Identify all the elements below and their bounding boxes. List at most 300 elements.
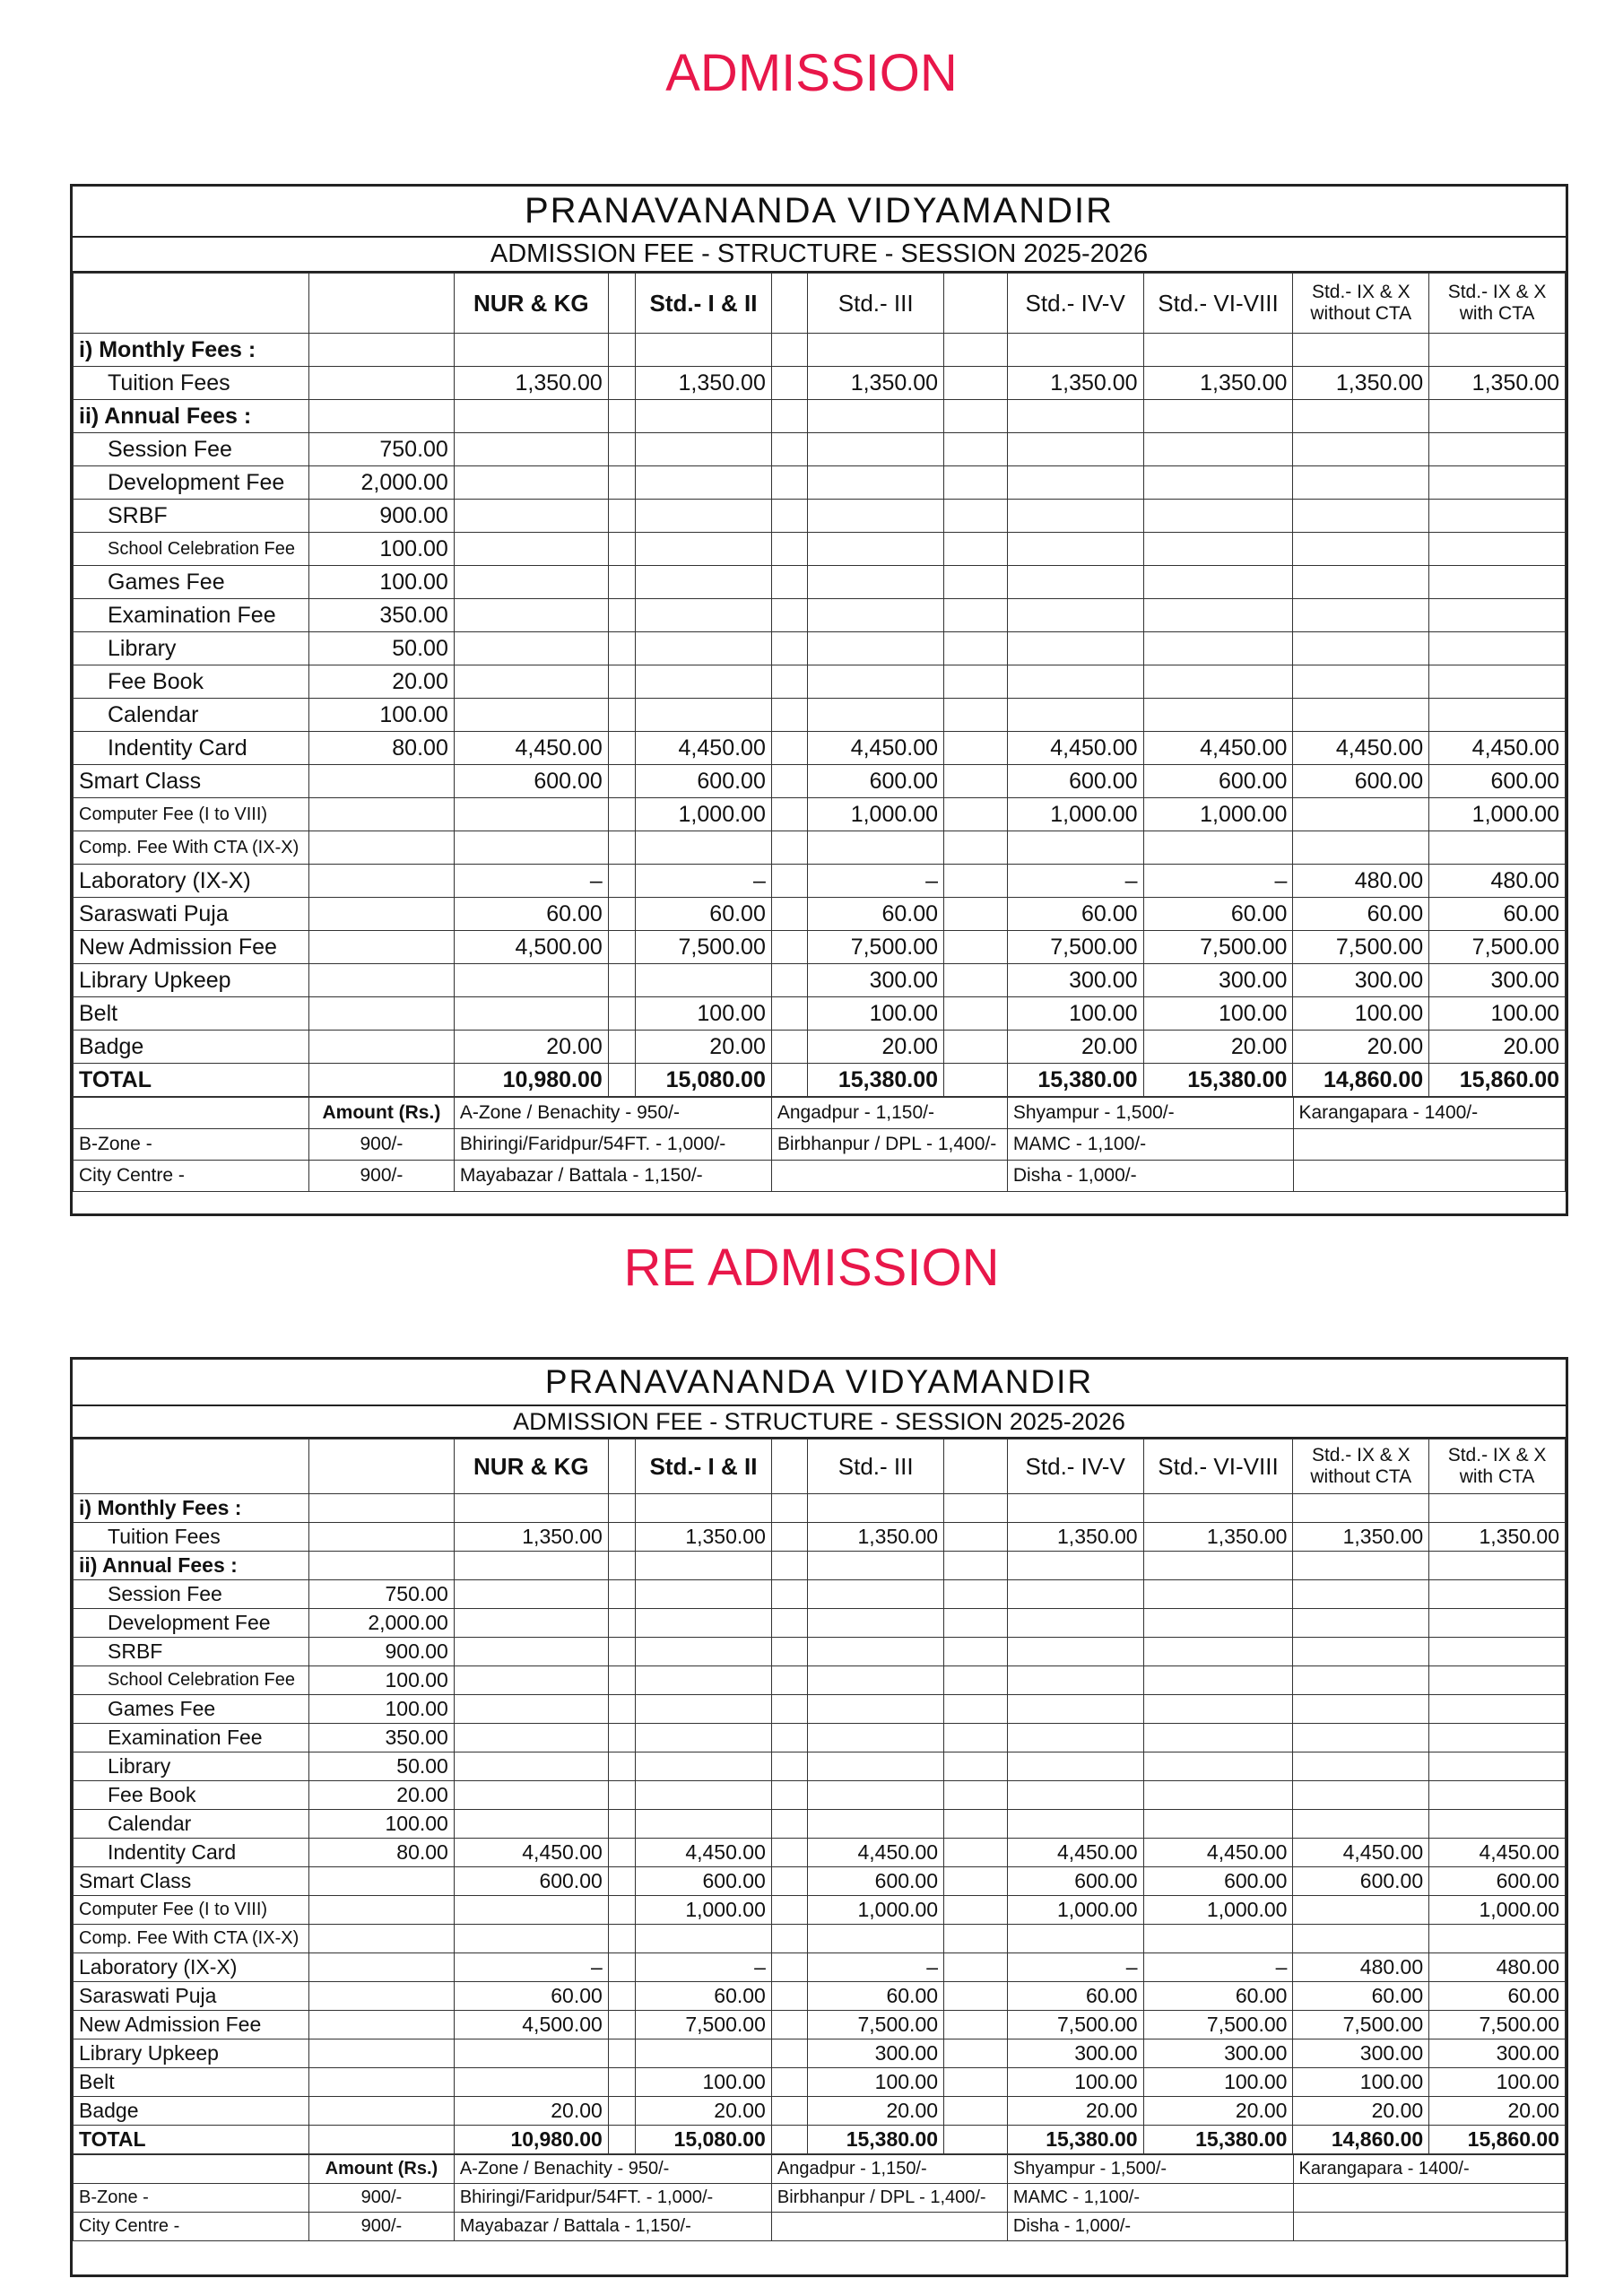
fee-label: Laboratory (IX-X) [74,1953,309,1982]
fee-label: Computer Fee (I to VIII) [74,798,309,831]
fee-row-total [74,1064,1566,1097]
fee-cell [944,466,1008,500]
fee-value: 20.00 [1429,1031,1566,1064]
fee-cell [309,1552,455,1580]
fee-cell [454,433,608,466]
fee-cell [1007,632,1143,665]
fee-label: Badge [74,2097,309,2126]
fee-value: 1,350.00 [636,367,772,400]
fee-cell [1429,699,1566,732]
fee-cell [608,1867,635,1896]
fee-cell [636,1494,772,1523]
fee-value: 20.00 [1143,2097,1293,2126]
fee-value: – [454,865,608,898]
fee-value: 60.00 [1293,898,1429,931]
fee-label: Examination Fee [74,1724,309,1752]
fee-value: 1,350.00 [1293,1523,1429,1552]
fee-cell [608,2097,635,2126]
fee-cell [771,1839,807,1867]
fee-cell [454,599,608,632]
fee-value: 4,450.00 [1007,1839,1143,1867]
fee-cell [608,898,635,931]
fee-cell [1007,1781,1143,1810]
fee-cell [771,1523,807,1552]
fee-cell [608,2011,635,2039]
zone-cell: Karangapara - 1400/- [1293,1098,1566,1129]
fee-value: 60.00 [1007,898,1143,931]
transport-row [74,2155,1566,2184]
fee-row-monthly [74,334,1566,367]
fee-cell [944,1925,1008,1953]
fee-cell [1293,466,1429,500]
fee-label: Indentity Card [74,1839,309,1867]
fee-value: 15,380.00 [1007,2126,1143,2154]
fee-value: 60.00 [454,1982,608,2011]
fee-value: 600.00 [636,765,772,798]
fee-cell [608,500,635,533]
fee-cell [1143,1695,1293,1724]
fee-cell [1007,1580,1143,1609]
fee-cell [608,931,635,964]
fee-value: – [808,865,944,898]
fee-cell [1143,1781,1293,1810]
fee-cell [1429,334,1566,367]
fee-row-upkeep [74,964,1566,997]
fee-cell [944,1724,1008,1752]
fee-cell [309,865,455,898]
fee-cell [309,964,455,997]
fee-value: 7,500.00 [1143,931,1293,964]
fee-cell [1007,1638,1143,1666]
fee-amount: 20.00 [309,665,455,699]
fee-cell [1293,500,1429,533]
fee-cell [454,1695,608,1724]
fee-cell [309,765,455,798]
fee-value: 7,500.00 [808,2011,944,2039]
fee-value: 1,350.00 [1007,1523,1143,1552]
amount-label: Amount (Rs.) [309,1098,455,1129]
transport-row [74,2184,1566,2213]
fee-value: 20.00 [636,2097,772,2126]
fee-value [1143,1925,1293,1953]
fee-value: 4,450.00 [808,1839,944,1867]
fee-amount: 80.00 [309,1839,455,1867]
fee-cell [608,334,635,367]
zone-cell [771,2213,1007,2241]
fee-row-annual [74,400,1566,433]
fee-cell [808,1695,944,1724]
fee-value: 20.00 [636,1031,772,1064]
fee-cell [1143,1638,1293,1666]
fee-cell [636,1781,772,1810]
fee-cell [309,334,455,367]
city-centre-label: City Centre - [74,2213,309,2241]
fee-row-library [74,1752,1566,1781]
fee-value: 100.00 [808,2068,944,2097]
col-std-4-5: Std.- IV-V [1007,1439,1143,1494]
fee-label: Tuition Fees [74,1523,309,1552]
fee-cell [1293,566,1429,599]
zone-cell [1293,1161,1566,1192]
fee-row-belt [74,997,1566,1031]
fee-cell [309,931,455,964]
fee-value: 1,350.00 [1429,367,1566,400]
fee-cell [608,1523,635,1552]
fee-cell [309,1925,455,1953]
fee-cell [808,500,944,533]
fee-value: – [1007,1953,1143,1982]
fee-value: 100.00 [1293,997,1429,1031]
fee-cell [1429,1494,1566,1523]
fee-label: Indentity Card [74,732,309,765]
fee-label: Session Fee [74,1580,309,1609]
fee-cell [454,1552,608,1580]
fee-cell [944,1896,1008,1925]
fee-cell [1293,433,1429,466]
fee-label: Computer Fee (I to VIII) [74,1896,309,1925]
fee-value: 1,000.00 [1429,798,1566,831]
fee-cell [771,1031,807,1064]
admission-fee-sheet [70,184,1568,1216]
fee-value: 60.00 [454,898,608,931]
fee-label: Fee Book [74,665,309,699]
fee-cell [944,1523,1008,1552]
fee-cell [1007,1810,1143,1839]
fee-cell [1007,1609,1143,1638]
fee-cell [1429,1781,1566,1810]
transport-row [74,1161,1566,1192]
fee-cell [1007,665,1143,699]
fee-cell [454,1724,608,1752]
transport-row [74,2213,1566,2241]
fee-cell [608,831,635,865]
fee-cell [1429,599,1566,632]
fee-value: 1,350.00 [454,1523,608,1552]
zone-cell: Mayabazar / Battala - 1,150/- [454,1161,771,1192]
fee-value [454,831,608,865]
fee-cell [944,699,1008,732]
fee-cell [771,1064,807,1097]
fee-value [454,798,608,831]
fee-cell [1143,699,1293,732]
fee-cell [636,665,772,699]
fee-cell [944,566,1008,599]
fee-cell [636,1724,772,1752]
fee-table [73,1439,1566,2154]
fee-row-newadm [74,2011,1566,2039]
fee-cell [944,500,1008,533]
fee-row-session [74,433,1566,466]
fee-cell [1293,1781,1429,1810]
fee-cell [309,831,455,865]
fee-cell [608,1638,635,1666]
fee-label: Fee Book [74,1781,309,1810]
fee-cell [1293,1724,1429,1752]
fee-cell [608,1925,635,1953]
fee-value: 4,450.00 [636,1839,772,1867]
fee-label: Session Fee [74,433,309,466]
fee-cell [1143,466,1293,500]
fee-row-annual [74,1552,1566,1580]
fee-cell [1007,599,1143,632]
fee-row-session [74,1580,1566,1609]
fee-cell [608,1781,635,1810]
fee-label: New Admission Fee [74,931,309,964]
fee-label: Badge [74,1031,309,1064]
fee-cell [636,400,772,433]
fee-label: Tuition Fees [74,367,309,400]
fee-cell [1293,533,1429,566]
fee-cell [309,898,455,931]
fee-value: 15,860.00 [1429,2126,1566,2154]
fee-row-belt [74,2068,1566,2097]
fee-cell [454,1781,608,1810]
fee-cell [808,1552,944,1580]
fee-value: 300.00 [1293,964,1429,997]
fee-cell [771,1494,807,1523]
fee-value [454,997,608,1031]
fee-cell [309,1494,455,1523]
fee-cell [608,566,635,599]
fee-cell [944,964,1008,997]
zone-cell: A-Zone / Benachity - 950/- [454,1098,771,1129]
fee-cell [608,1810,635,1839]
fee-value: 20.00 [454,1031,608,1064]
fee-row-srbf [74,1638,1566,1666]
fee-value: 60.00 [636,1982,772,2011]
fee-row-puja [74,898,1566,931]
fee-cell [309,997,455,1031]
fee-cell [808,599,944,632]
fee-cell [808,400,944,433]
fee-cell [944,1638,1008,1666]
blank-cell [74,1098,309,1129]
fee-cell [944,931,1008,964]
fee-label: TOTAL [74,1064,309,1097]
fee-value: 1,000.00 [1429,1896,1566,1925]
fee-value: 100.00 [1007,997,1143,1031]
fee-row-puja [74,1982,1566,2011]
fee-cell [608,599,635,632]
col-std-9-10-with-cta: Std.- IX & X with CTA [1429,274,1566,334]
fee-value: – [636,1953,772,1982]
fee-row-upkeep [74,2039,1566,2068]
fee-value: 300.00 [808,2039,944,2068]
zone-cell: Disha - 1,000/- [1007,2213,1293,2241]
fee-cell [636,433,772,466]
fee-value: 7,500.00 [636,2011,772,2039]
fee-cell [1143,400,1293,433]
fee-cell [771,400,807,433]
fee-cell [608,533,635,566]
column-header-row [74,1439,1566,1494]
fee-cell [309,1896,455,1925]
fee-row-exam [74,1724,1566,1752]
fee-label: Laboratory (IX-X) [74,865,309,898]
fee-value: 300.00 [1293,2039,1429,2068]
fee-cell [808,632,944,665]
fee-cell [1007,1494,1143,1523]
fee-row-smart [74,1867,1566,1896]
fee-cell [771,533,807,566]
fee-cell [771,2068,807,2097]
fee-value: 1,000.00 [1143,798,1293,831]
fee-label: School Celebration Fee [74,533,309,566]
transport-table [73,2154,1566,2241]
fee-cell [808,466,944,500]
fee-row-computer [74,1896,1566,1925]
col-std-1-2: Std.- I & II [636,274,772,334]
fee-cell [944,665,1008,699]
fee-value: 100.00 [808,997,944,1031]
fee-cell [309,2126,455,2154]
fee-cell [771,732,807,765]
col-std-9-10-with-cta: Std.- IX & X with CTA [1429,1439,1566,1494]
fee-value: 100.00 [1429,2068,1566,2097]
fee-cell [944,1982,1008,2011]
fee-cell [944,1031,1008,1064]
fee-cell [1293,1752,1429,1781]
fee-cell [454,533,608,566]
fee-value: 14,860.00 [1293,2126,1429,2154]
fee-cell [771,433,807,466]
fee-cell [1293,1810,1429,1839]
transport-table [73,1097,1566,1192]
fee-amount: 2,000.00 [309,466,455,500]
fee-cell [309,1031,455,1064]
fee-cell [944,632,1008,665]
bzone-label: B-Zone - [74,2184,309,2213]
fee-cell [771,500,807,533]
fee-cell [1293,632,1429,665]
fee-value: 20.00 [808,1031,944,1064]
fee-cell [1429,1752,1566,1781]
header-blank [944,274,1008,334]
fee-cell [636,1609,772,1638]
bzone-label: B-Zone - [74,1129,309,1161]
fee-value [1293,798,1429,831]
fee-cell [1293,400,1429,433]
fee-cell [1007,1695,1143,1724]
blank-cell [74,2155,309,2184]
zone-cell [1293,2184,1566,2213]
fee-cell [944,898,1008,931]
fee-value: 1,350.00 [1293,367,1429,400]
fee-cell [1007,466,1143,500]
fee-cell [608,798,635,831]
fee-cell [1429,466,1566,500]
fee-cell [771,2039,807,2068]
fee-cell [608,964,635,997]
fee-cell [808,433,944,466]
zone-cell: Angadpur - 1,150/- [771,1098,1007,1129]
fee-amount: 100.00 [309,1666,455,1695]
fee-value: 4,450.00 [1293,732,1429,765]
fee-cell [771,1580,807,1609]
column-header-row [74,274,1566,334]
fee-cell [944,400,1008,433]
fee-cell [944,2097,1008,2126]
fee-value: 480.00 [1429,865,1566,898]
fee-value: 600.00 [1293,1867,1429,1896]
header-blank [944,1439,1008,1494]
zone-cell: Birbhanpur / DPL - 1,400/- [771,1129,1007,1161]
fee-cell [309,1523,455,1552]
fee-cell [944,2039,1008,2068]
fee-cell [944,533,1008,566]
fee-amount: 900.00 [309,1638,455,1666]
fee-cell [309,2068,455,2097]
fee-value: 600.00 [636,1867,772,1896]
fee-cell [944,1494,1008,1523]
fee-value: 1,000.00 [1143,1896,1293,1925]
fee-label: New Admission Fee [74,2011,309,2039]
fee-cell [944,732,1008,765]
fee-cell [944,2126,1008,2154]
col-nur-kg: NUR & KG [454,1439,608,1494]
fee-value: 480.00 [1293,865,1429,898]
fee-cell [944,1552,1008,1580]
fee-amount: 900.00 [309,500,455,533]
fee-label: Smart Class [74,765,309,798]
fee-label: Library Upkeep [74,2039,309,2068]
fee-cell [944,367,1008,400]
fee-label: Development Fee [74,466,309,500]
bzone-amount: 900/- [309,2184,455,2213]
fee-cell [771,466,807,500]
fee-row-feebook [74,1781,1566,1810]
fee-value: 100.00 [636,2068,772,2097]
fee-cell [944,1810,1008,1839]
zone-cell: Birbhanpur / DPL - 1,400/- [771,2184,1007,2213]
fee-cell [309,2039,455,2068]
fee-cell [608,732,635,765]
fee-label: Examination Fee [74,599,309,632]
fee-label: TOTAL [74,2126,309,2154]
fee-cell [1429,1552,1566,1580]
fee-cell [636,1552,772,1580]
section-label: i) Monthly Fees : [74,334,309,367]
fee-cell [1293,665,1429,699]
fee-cell [1293,599,1429,632]
zone-cell [771,1161,1007,1192]
fee-cell [636,699,772,732]
fee-cell [771,334,807,367]
fee-cell [1429,1810,1566,1839]
fee-cell [309,798,455,831]
fee-value [636,1925,772,1953]
fee-value: 100.00 [1429,997,1566,1031]
fee-cell [454,632,608,665]
fee-cell [454,566,608,599]
header-blank [309,274,455,334]
fee-row-development [74,1609,1566,1638]
fee-cell [608,433,635,466]
fee-label: Belt [74,2068,309,2097]
fee-cell [808,1494,944,1523]
fee-cell [771,997,807,1031]
col-std-6-8: Std.- VI-VIII [1143,1439,1293,1494]
fee-row-games [74,1695,1566,1724]
fee-cell [636,566,772,599]
fee-cell [309,1953,455,1982]
fee-value: 4,450.00 [454,1839,608,1867]
fee-cell [608,1953,635,1982]
section-label: ii) Annual Fees : [74,1552,309,1580]
fee-row-badge [74,1031,1566,1064]
fee-cell [1429,566,1566,599]
fee-value: 600.00 [808,1867,944,1896]
